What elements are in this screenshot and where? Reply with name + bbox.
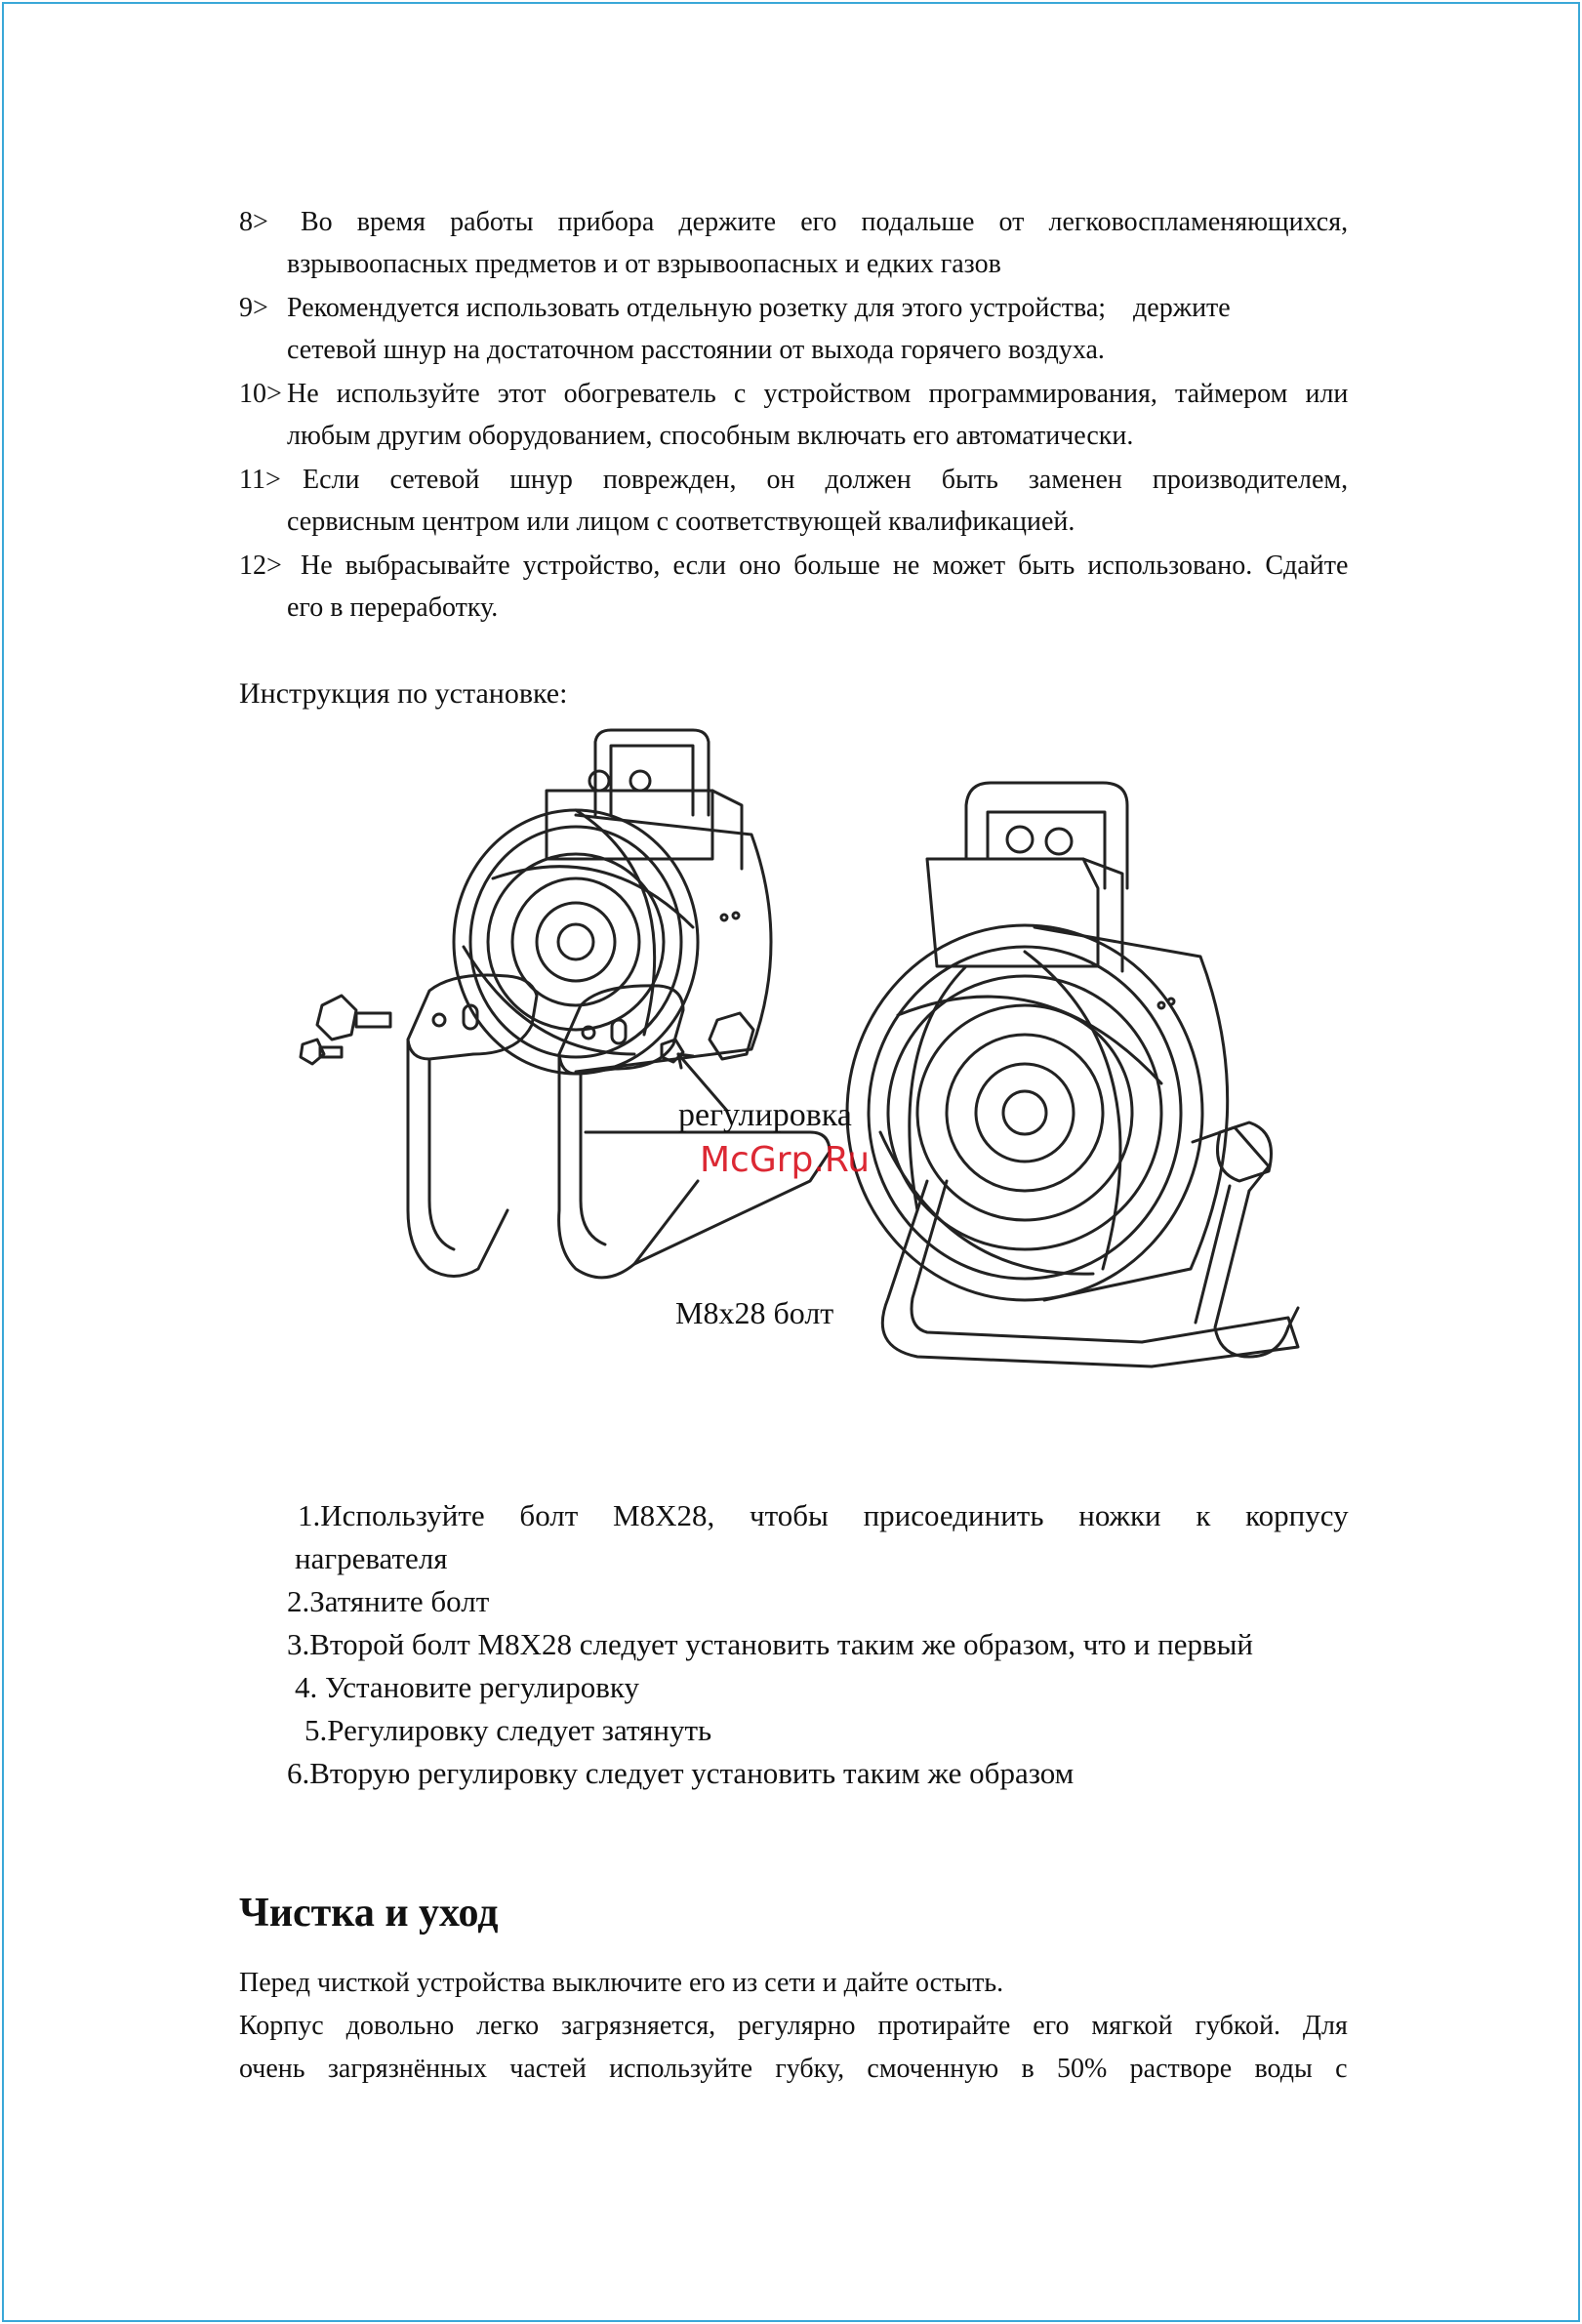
item-9-line2: сетевой шнур на достаточном расстоянии от выхода горячего воздуха. [287, 335, 1105, 365]
care-paragraph-2-line1: Корпус довольно легко загрязняется, регулярно протирайте его мягкой губкой. Для [239, 2011, 1348, 2041]
item-12-line1: Не выбрасывайте устройство, если оно больше не может быть использовано. Сдайте [301, 550, 1349, 581]
watermark-logo: McGrp.Ru [700, 1140, 871, 1180]
step-2: 2.Затяните болт [287, 1584, 490, 1618]
item-11-line2: сервисным центром или лицом с соответствующей квалификацией. [287, 507, 1075, 537]
item-11-number: 11> [239, 465, 281, 495]
step-1-line2: нагревателя [295, 1541, 448, 1575]
care-paragraph-1: Перед чисткой устройства выключите его из сети и дайте остыть. [239, 1968, 1004, 1998]
step-5: 5.Регулировку следует затянуть [304, 1713, 712, 1747]
install-title: Инструкция по установке: [239, 677, 568, 710]
item-11-line1: Если сетевой шнур поврежден, он должен быть заменен производителем, [303, 465, 1349, 495]
step-3: 3.Второй болт M8X28 следует установить таким же образом, что и первый [287, 1627, 1254, 1661]
step-4: 4. Установите регулировку [295, 1670, 639, 1704]
item-9-number: 9> [239, 293, 268, 323]
adjust-knob-left [301, 996, 390, 1064]
label-bolt: M8x28 болт [675, 1295, 834, 1330]
label-adjust: регулировка [678, 1097, 852, 1133]
item-10-line1: Не используйте этот обогреватель с устройством программирования, таймером или [287, 379, 1349, 409]
item-8-line1: Во время работы прибора держите его подальше от легковоспламеняющихся, [301, 207, 1349, 237]
item-10-line2: любым другим оборудованием, способным включать его автоматически. [287, 421, 1134, 451]
item-12-number: 12> [239, 550, 282, 581]
step-6: 6.Вторую регулировку следует установить таким же образом [287, 1756, 1075, 1790]
item-9-line1: Рекомендуется использовать отдельную розетку для этого устройства; держите [287, 293, 1231, 323]
item-10-number: 10> [239, 379, 282, 409]
care-paragraph-2-line2: очень загрязнённых частей используйте губку, смоченную в 50% растворе воды с [239, 2054, 1348, 2084]
care-heading: Чистка и уход [239, 1891, 499, 1936]
item-8-number: 8> [239, 207, 268, 237]
left-leg-bracket [408, 975, 537, 1277]
adjust-knob-right [662, 1013, 753, 1111]
item-8-line2: взрывоопасных предметов и от взрывоопасных и едких газов [287, 249, 1001, 279]
large-heater-illustration [847, 783, 1298, 1366]
step-1-line1: 1.Используйте болт M8X28, чтобы присоединить ножки к корпусу [298, 1498, 1349, 1532]
item-12-line2: его в переработку. [287, 592, 499, 623]
